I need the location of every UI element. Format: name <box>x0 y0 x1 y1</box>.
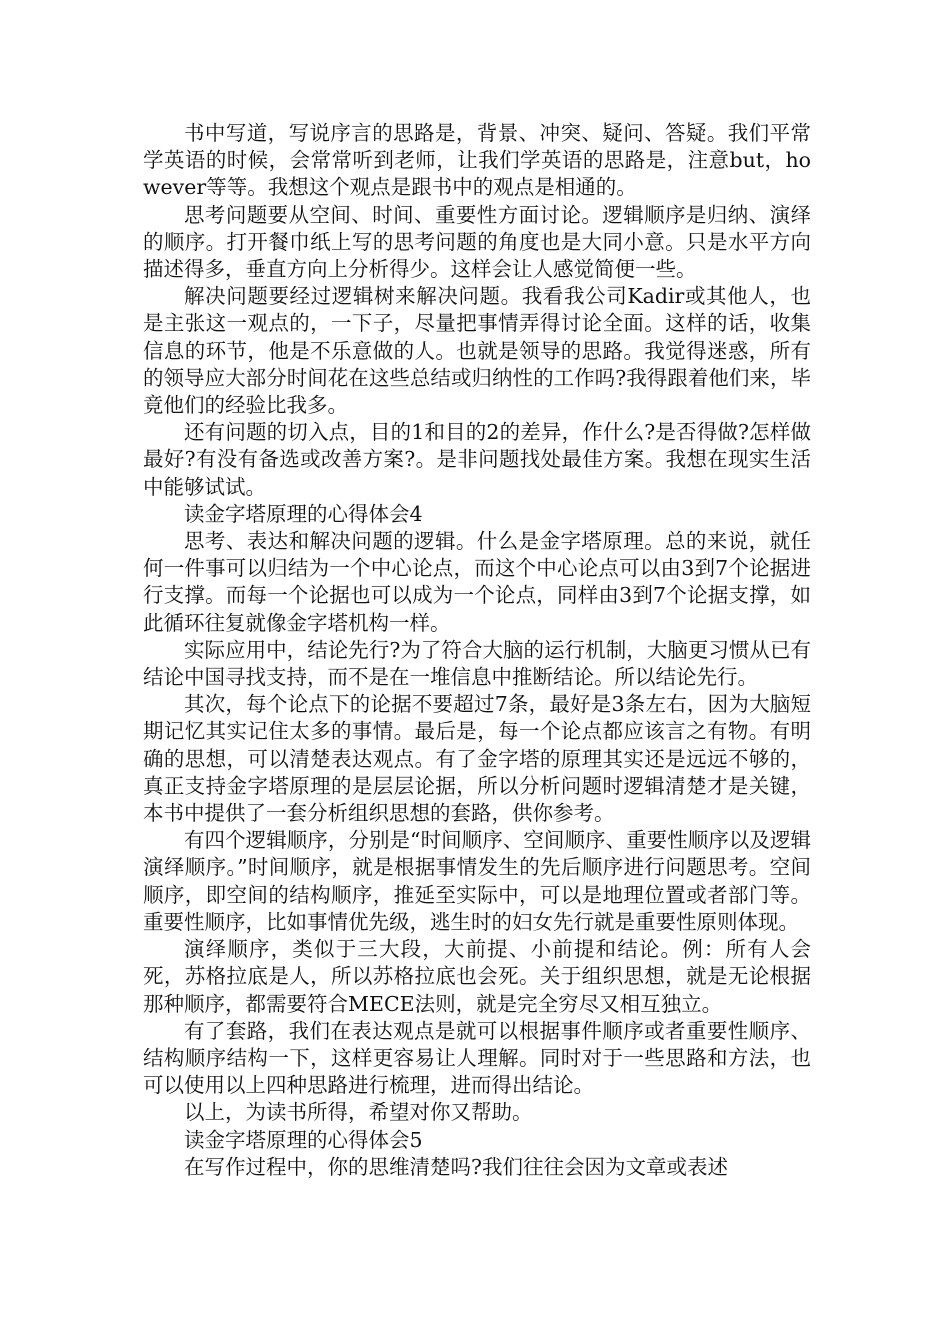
section-heading: 读金字塔原理的心得体会4 <box>184 501 423 526</box>
paragraph: 实际应用中，结论先行?为了符合大脑的运行机制，大脑更习惯从已有结论中国寻找支持，而不是在一堆信息中推断结论。所以结论先行。 <box>143 637 811 690</box>
paragraph: 以上，为读书所得，希望对你又帮助。 <box>184 1100 533 1125</box>
section-heading: 读金字塔原理的心得体会5 <box>184 1127 423 1152</box>
paragraph: 书中写道，写说序言的思路是，背景、冲突、疑问、答疑。我们平常学英语的时候，会常常听到老师，让我们学英语的思路是，注意but，however等等。我想这个观点是跟书中的观点是相通的。 <box>143 121 811 200</box>
paragraph: 演绎顺序，类似于三大段，大前提、小前提和结论。例：所有人会死，苏格拉底是人，所以苏格拉底也会死。关于组织思想，就是无论根据那种顺序，都需要符合MECE法则，就是完全穷尽又相互独立。 <box>143 937 811 1016</box>
paragraph: 有四个逻辑顺序，分别是“时间顺序、空间顺序、重要性顺序以及逻辑演绎顺序。”时间顺序，就是根据事情发生的先后顺序进行问题思考。空间顺序，即空间的结构顺序，推延至实际中，可以是地理位置或者部门等。重要性顺序，比如事情优先级，逃生时的妇女先行就是重要性原则体现。 <box>143 828 811 934</box>
document-page <box>143 120 811 1181</box>
paragraph: 思考、表达和解决问题的逻辑。什么是金字塔原理。总的来说，就任何一件事可以归结为一个中心论点，而这个中心论点可以由3到7个论据进行支撑。而每一个论据也可以成为一个论点，同样由3到7个论据支撑，如此循环往复就像金字塔机构一样。 <box>143 529 811 635</box>
paragraph: 思考问题要从空间、时间、重要性方面讨论。逻辑顺序是归纳、演绎的顺序。打开餐巾纸上写的思考问题的角度也是大同小意。只是水平方向描述得多，垂直方向上分析得少。这样会让人感觉简便一些。 <box>143 202 811 282</box>
paragraph: 还有问题的切入点，目的1和目的2的差异，作什么?是否得做?怎样做最好?有没有备选或改善方案?。是非问题找处最佳方案。我想在现实生活中能够试试。 <box>143 420 811 499</box>
paragraph: 解决问题要经过逻辑树来解决问题。我看我公司Kadir或其他人，也是主张这一观点的，一下子，尽量把事情弄得讨论全面。这样的话，收集信息的环节，他是不乐意做的人。也就是领导的思路。我觉得迷惑，所有的领导应大部分时间花在这些总结或归纳性的工作吗?我得跟着他们来，毕竟他们的经验比我多。 <box>143 284 811 418</box>
paragraph: 在写作过程中，你的思维清楚吗?我们往往会因为文章或表述 <box>184 1154 728 1179</box>
paragraph: 有了套路，我们在表达观点是就可以根据事件顺序或者重要性顺序、结构顺序结构一下，这样更容易让人理解。同时对于一些思路和方法，也可以使用以上四种思路进行梳理，进而得出结论。 <box>143 1018 811 1098</box>
paragraph: 其次，每个论点下的论据不要超过7条，最好是3条左右，因为大脑短期记忆其实记住太多的事情。最后是，每一个论点都应该言之有物。有明确的思想，可以清楚表达观点。有了金字塔的原理其实还是远远不够的，真正支持金字塔原理的是层层论据，所以分析问题时逻辑清楚才是关键，本书中提供了一套分析组织思想的套路，供你参考。 <box>143 692 811 826</box>
